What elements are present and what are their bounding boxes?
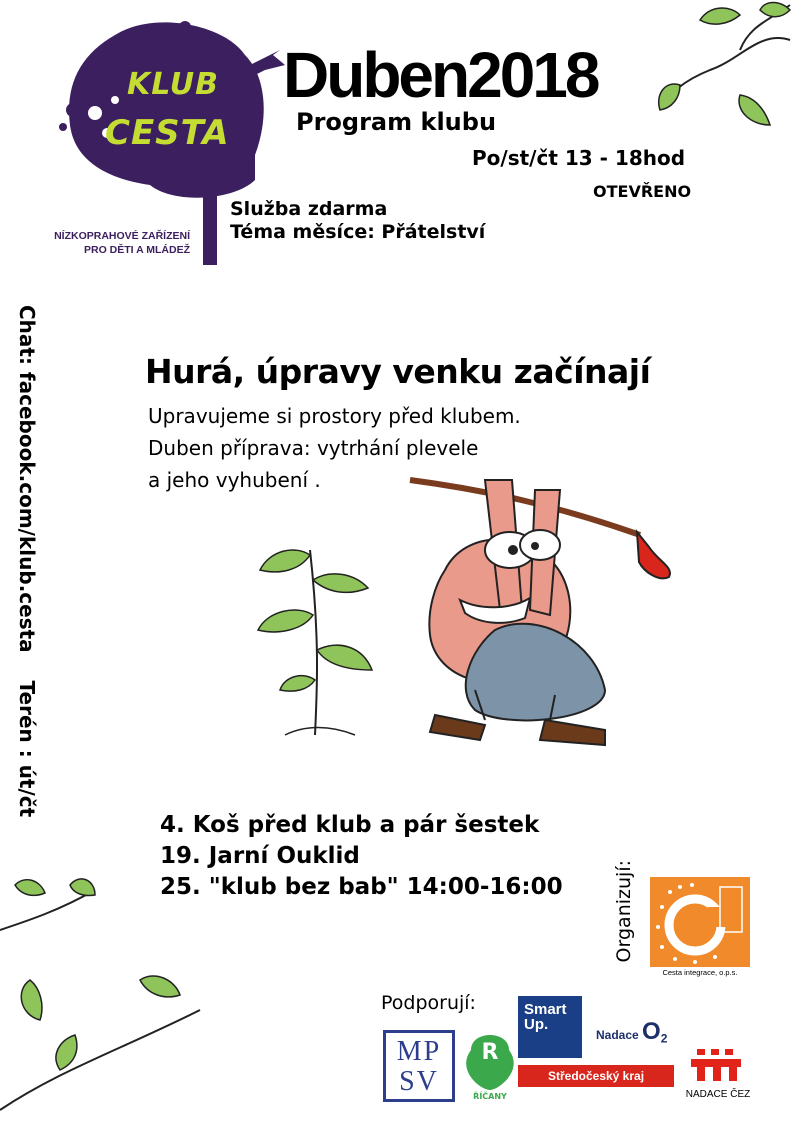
logo-word-klub: KLUB (127, 67, 219, 102)
smartup-logo (518, 996, 582, 1058)
cez-label: NADACE ČEZ (685, 1089, 751, 1100)
feature-headline: Hurá, úpravy venku začínají (145, 352, 651, 391)
theme-of-month: Téma měsíce: Přátelství (230, 221, 486, 243)
man-with-hoe-illustration (405, 450, 685, 755)
month-title: Duben2018 (283, 39, 598, 111)
stredocesky-kraj-logo: Středočeský kraj (518, 1065, 674, 1087)
program-title: Program klubu (296, 108, 497, 136)
organizers-label: Organizují: (613, 860, 635, 963)
o2-letter: O (642, 1018, 661, 1045)
event-item: 4. Koš před klub a pár šestek (160, 812, 540, 838)
ricany-label: ŘÍČANY (473, 1092, 507, 1101)
feature-line-2: Duben příprava: vytrhání plevele (148, 436, 479, 460)
event-item: 25. "klub bez bab" 14:00-16:00 (160, 874, 563, 900)
vine-decoration-top-right (640, 0, 794, 150)
supporters-label: Podporují: (381, 992, 476, 1014)
open-label: OTEVŘENO (593, 182, 692, 201)
smartup-word-2: Up. (524, 1016, 549, 1033)
nadace-o2-logo (596, 1018, 667, 1046)
o2-subscript: 2 (660, 1031, 668, 1046)
service-free: Služba zdarma (230, 198, 388, 220)
mpsv-text: MPSV (396, 1036, 442, 1097)
opening-hours: Po/st/čt 13 - 18hod (472, 146, 686, 170)
feature-line-1: Upravujeme si prostory před klubem. (148, 404, 521, 428)
nadace-o2-word: Nadace (596, 1028, 639, 1042)
ricany-logo (463, 1030, 517, 1110)
logo-subtitle-1: NÍZKOPRAHOVÉ ZAŘÍZENÍ (54, 230, 190, 242)
logo-word-cesta: CESTA (105, 113, 230, 153)
events-list (160, 810, 563, 903)
event-item: 19. Jarní Ouklid (160, 843, 360, 869)
weed-plant-illustration (245, 540, 385, 740)
nadace-cez-logo (683, 1045, 753, 1105)
organizer-caption: Cesta integrace, o.p.s. (662, 968, 738, 977)
smartup-word-1: Smart (524, 1001, 567, 1018)
feature-line-3: a jeho vyhubení . (148, 468, 321, 492)
ricany-letter: R (481, 1040, 499, 1065)
logo-subtitle-2: PRO DĚTI A MLÁDEŽ (84, 244, 190, 256)
mpsv-logo (383, 1030, 455, 1102)
cesta-integrace-logo (650, 877, 750, 967)
contact-side-text: Chat: facebook.com/klub.cesta Terén : út/čt (15, 305, 39, 818)
vine-decoration-bottom-left (0, 870, 210, 1124)
